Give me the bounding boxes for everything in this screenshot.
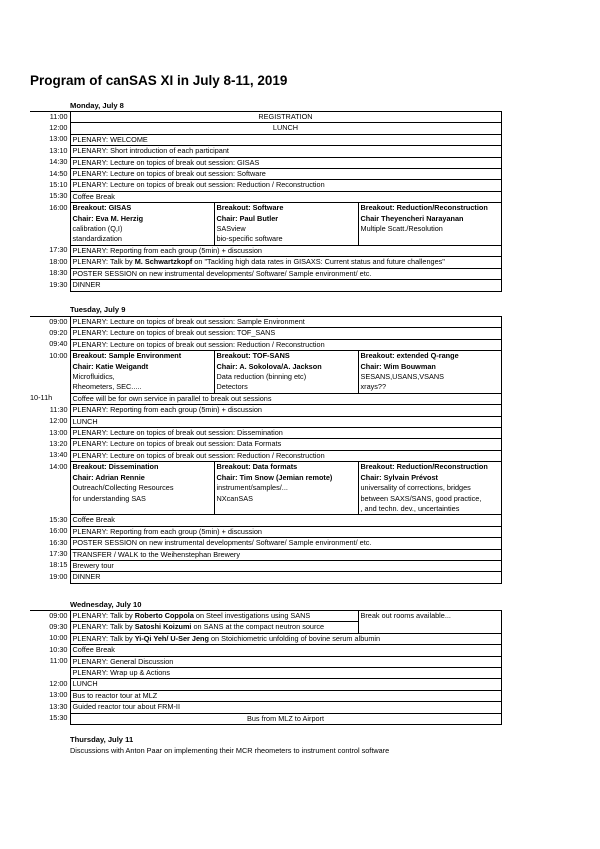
- time-cell: 15:30: [30, 515, 70, 526]
- schedule-cell: [358, 622, 501, 633]
- table-row: [30, 439, 501, 450]
- time-cell: [30, 494, 70, 504]
- schedule-cell: Microfluidics,: [70, 372, 214, 382]
- time-cell: [30, 382, 70, 393]
- time-cell: 12:00: [30, 679, 70, 690]
- time-cell: 13:20: [30, 439, 70, 450]
- schedule-cell: PLENARY: Talk by Yi-Qi Yeh/ U-Ser Jeng on Stoichiometric unfolding of bovine serum albumin: [70, 633, 501, 644]
- breakout-row: [30, 494, 501, 504]
- table-row: [30, 668, 501, 679]
- table-row: [30, 526, 501, 537]
- breakout-row: [30, 504, 501, 515]
- table-row: [30, 123, 501, 134]
- schedule-cell: SASview: [214, 224, 358, 234]
- schedule-cell: Bus to reactor tour at MLZ: [70, 690, 501, 701]
- time-cell: 13:30: [30, 702, 70, 713]
- schedule-cell: LUNCH: [70, 679, 501, 690]
- table-row: [30, 450, 501, 461]
- table-row: [30, 180, 501, 191]
- table-row: [30, 416, 501, 427]
- wednesday-schedule: [30, 610, 502, 725]
- schedule-cell: bio-specific software: [214, 234, 358, 245]
- schedule-cell: REGISTRATION: [70, 112, 501, 123]
- breakout-row: [30, 203, 501, 214]
- time-cell: 13:10: [30, 146, 70, 157]
- schedule-cell: Data reduction (binning etc): [214, 372, 358, 382]
- schedule-cell: Chair: Paul Butler: [214, 214, 358, 224]
- schedule-cell: Breakout: Dissemination: [70, 462, 214, 473]
- schedule-cell: Breakout: Data formats: [214, 462, 358, 473]
- time-cell: 14:50: [30, 169, 70, 180]
- time-cell: [30, 668, 70, 679]
- wednesday-heading: Wednesday, July 10: [70, 600, 142, 609]
- schedule-cell: POSTER SESSION on new instrumental developments/ Software/ Sample environment/ etc.: [70, 268, 501, 279]
- schedule-cell: for understanding SAS: [70, 494, 214, 504]
- time-cell: 12:00: [30, 123, 70, 134]
- tuesday-heading: Tuesday, July 9: [70, 305, 126, 314]
- speaker-name: M. Schwartzkopf: [134, 257, 193, 267]
- table-row: [30, 112, 501, 123]
- time-cell: 11:00: [30, 112, 70, 123]
- schedule-cell: xrays??: [358, 382, 501, 393]
- time-cell: 10:00: [30, 633, 70, 644]
- time-cell: 18:30: [30, 268, 70, 279]
- time-cell: [30, 214, 70, 224]
- schedule-cell: PLENARY: Reporting from each group (5min) + discussion: [70, 405, 501, 416]
- schedule-cell: Chair: Wim Bouwman: [358, 362, 501, 372]
- table-row: [30, 560, 501, 571]
- schedule-cell: PLENARY: Lecture on topics of break out session: Data Formats: [70, 439, 501, 450]
- schedule-cell: Breakout: Reduction/Reconstruction: [358, 203, 501, 214]
- time-cell: [30, 234, 70, 245]
- schedule-cell: Rheometers, SEC.....: [70, 382, 214, 393]
- time-cell: [30, 362, 70, 372]
- breakout-row: [30, 214, 501, 224]
- time-cell: 11:30: [30, 405, 70, 416]
- schedule-cell: [214, 504, 358, 515]
- time-cell: 10:00: [30, 351, 70, 362]
- time-cell: [30, 473, 70, 483]
- schedule-cell: between SAXS/SANS, good practice,: [358, 494, 501, 504]
- schedule-cell: PLENARY: Lecture on topics of break out session: Software: [70, 169, 501, 180]
- schedule-cell: PLENARY: Reporting from each group (5min) + discussion: [70, 526, 501, 537]
- time-cell: 18:00: [30, 257, 70, 268]
- schedule-cell: Coffee Break: [70, 515, 501, 526]
- table-row: [30, 679, 501, 690]
- time-cell: [30, 372, 70, 382]
- table-row: [30, 611, 501, 622]
- schedule-cell: Chair: Sylvain Prévost: [358, 473, 501, 483]
- schedule-cell: [358, 234, 501, 245]
- table-row: [30, 169, 501, 180]
- time-cell: 09:30: [30, 622, 70, 633]
- monday-schedule: [30, 111, 502, 292]
- table-row: [30, 633, 501, 644]
- time-cell: 18:15: [30, 560, 70, 571]
- time-cell: 15:10: [30, 180, 70, 191]
- table-row: [30, 405, 501, 416]
- schedule-cell: Breakout: Reduction/Reconstruction: [358, 462, 501, 473]
- schedule-cell: Breakout: GISAS: [70, 203, 214, 214]
- time-cell: 10:30: [30, 645, 70, 656]
- time-cell: 13:00: [30, 690, 70, 701]
- table-row: [30, 146, 501, 157]
- time-cell: 09:40: [30, 339, 70, 350]
- time-cell: 14:30: [30, 157, 70, 168]
- time-cell: [30, 504, 70, 515]
- table-row: [30, 690, 501, 701]
- speaker-name: Roberto Coppola: [134, 611, 194, 620]
- time-cell: 13:40: [30, 450, 70, 461]
- time-cell: 15:30: [30, 713, 70, 724]
- time-cell: 10-11h: [30, 393, 70, 404]
- page-title: Program of canSAS XI in July 8-11, 2019: [30, 73, 288, 88]
- breakout-row: [30, 234, 501, 245]
- schedule-cell: Chair: Eva M. Herzig: [70, 214, 214, 224]
- table-row: [30, 549, 501, 560]
- table-row: [30, 656, 501, 667]
- schedule-cell: POSTER SESSION on new instrumental developments/ Software/ Sample environment/ etc.: [70, 538, 501, 549]
- schedule-cell: Chair: A. Sokolova/A. Jackson: [214, 362, 358, 372]
- schedule-cell: DINNER: [70, 572, 501, 583]
- schedule-cell: PLENARY: Lecture on topics of break out session: TOF_SANS: [70, 328, 501, 339]
- schedule-cell: LUNCH: [70, 416, 501, 427]
- table-row: [30, 538, 501, 549]
- table-row: [30, 245, 501, 256]
- time-cell: 13:00: [30, 134, 70, 145]
- table-row: [30, 280, 501, 291]
- time-cell: 15:30: [30, 191, 70, 202]
- monday-heading: Monday, July 8: [70, 101, 124, 110]
- time-cell: 09:00: [30, 317, 70, 328]
- table-row: [30, 257, 501, 268]
- schedule-cell: PLENARY: Talk by Satoshi Koizumi on SANS at the compact neutron source: [70, 622, 358, 633]
- breakout-row: [30, 224, 501, 234]
- schedule-cell: instrument/samples/...: [214, 483, 358, 493]
- time-cell: 16:00: [30, 203, 70, 214]
- speaker-name: Satoshi Koizumi: [134, 622, 192, 632]
- schedule-cell: universality of corrections, bridges: [358, 483, 501, 493]
- schedule-cell: Chair: Tim Snow (Jemian remote): [214, 473, 358, 483]
- schedule-cell: PLENARY: Lecture on topics of break out session: Reduction / Reconstruction: [70, 339, 501, 350]
- schedule-cell: Breakout: TOF-SANS: [214, 351, 358, 362]
- schedule-cell: SESANS,USANS,VSANS: [358, 372, 501, 382]
- schedule-cell: PLENARY: Wrap up & Actions: [70, 668, 501, 679]
- table-row: [30, 134, 501, 145]
- breakout-row: [30, 372, 501, 382]
- speaker-name: Yi-Qi Yeh/ U-Ser Jeng: [134, 633, 209, 643]
- schedule-cell: Detectors: [214, 382, 358, 393]
- time-cell: 14:00: [30, 462, 70, 473]
- schedule-cell: TRANSFER / WALK to the Weihenstephan Brewery: [70, 549, 501, 560]
- table-row: [30, 393, 501, 404]
- time-cell: [30, 224, 70, 234]
- schedule-cell: Outreach/Collecting Resources: [70, 483, 214, 493]
- time-cell: 19:30: [30, 280, 70, 291]
- table-row: [30, 622, 501, 633]
- breakout-row: [30, 462, 501, 473]
- schedule-cell: PLENARY: Talk by Roberto Coppola on Steel investigations using SANS: [70, 611, 358, 622]
- breakout-row: [30, 382, 501, 393]
- time-cell: 11:00: [30, 656, 70, 667]
- time-cell: 16:00: [30, 526, 70, 537]
- schedule-cell: Coffee Break: [70, 191, 501, 202]
- time-cell: 13:00: [30, 428, 70, 439]
- schedule-cell: [70, 504, 214, 515]
- schedule-cell: Coffee will be for own service in parallel to break out sessions: [70, 393, 501, 404]
- table-row: [30, 157, 501, 168]
- schedule-cell: PLENARY: Lecture on topics of break out session: GISAS: [70, 157, 501, 168]
- schedule-cell: Guided reactor tour about FRM-II: [70, 702, 501, 713]
- schedule-cell: Brewery tour: [70, 560, 501, 571]
- time-cell: 17:30: [30, 549, 70, 560]
- table-row: [30, 328, 501, 339]
- table-row: [30, 702, 501, 713]
- schedule-cell: NXcanSAS: [214, 494, 358, 504]
- schedule-cell: DINNER: [70, 280, 501, 291]
- table-row: [30, 339, 501, 350]
- schedule-cell: PLENARY: WELCOME: [70, 134, 501, 145]
- schedule-cell: calibration (Q,I): [70, 224, 214, 234]
- time-cell: 16:30: [30, 538, 70, 549]
- time-cell: 17:30: [30, 245, 70, 256]
- schedule-cell: Breakout: Sample Environment: [70, 351, 214, 362]
- schedule-cell: PLENARY: Lecture on topics of break out session: Sample Environment: [70, 317, 501, 328]
- time-cell: 19:00: [30, 572, 70, 583]
- schedule-cell: PLENARY: General Discussion: [70, 656, 501, 667]
- table-row: [30, 645, 501, 656]
- schedule-cell: Break out rooms available...: [358, 611, 501, 622]
- table-row: [30, 268, 501, 279]
- breakout-row: [30, 351, 501, 362]
- table-row: [30, 191, 501, 202]
- schedule-cell: PLENARY: Short introduction of each participant: [70, 146, 501, 157]
- schedule-cell: PLENARY: Lecture on topics of break out session: Reduction / Reconstruction: [70, 180, 501, 191]
- breakout-row: [30, 362, 501, 372]
- schedule-cell: PLENARY: Lecture on topics of break out session: Reduction / Reconstruction: [70, 450, 501, 461]
- schedule-cell: Chair: Katie Weigandt: [70, 362, 214, 372]
- schedule-cell: Breakout: extended Q-range: [358, 351, 501, 362]
- time-cell: 09:00: [30, 611, 70, 622]
- breakout-row: [30, 473, 501, 483]
- schedule-cell: Chair: Adrian Rennie: [70, 473, 214, 483]
- schedule-cell: PLENARY: Talk by M. Schwartzkopf on "Tackling high data rates in GISAXS: Current status and future challenges": [70, 257, 501, 268]
- schedule-cell: Bus from MLZ to Airport: [70, 713, 501, 724]
- breakout-row: [30, 483, 501, 493]
- time-cell: 09:20: [30, 328, 70, 339]
- table-row: [30, 317, 501, 328]
- time-cell: [30, 483, 70, 493]
- schedule-cell: Breakout: Software: [214, 203, 358, 214]
- table-row: [30, 572, 501, 583]
- schedule-cell: PLENARY: Reporting from each group (5min) + discussion: [70, 245, 501, 256]
- schedule-cell: PLENARY: Lecture on topics of break out session: Dissemination: [70, 428, 501, 439]
- schedule-cell: Multiple Scatt./Resolution: [358, 224, 501, 234]
- schedule-cell: , and techn. dev., uncertainties: [358, 504, 501, 515]
- schedule-cell: standardization: [70, 234, 214, 245]
- thursday-text: Discussions with Anton Paar on implementing their MCR rheometers to instrument control software: [70, 746, 390, 755]
- tuesday-schedule: [30, 316, 502, 584]
- table-row: [30, 428, 501, 439]
- schedule-cell: Coffee Break: [70, 645, 501, 656]
- schedule-cell: Chair Theyencheri Narayanan: [358, 214, 501, 224]
- table-row: [30, 515, 501, 526]
- table-row: [30, 713, 501, 724]
- schedule-cell: LUNCH: [70, 123, 501, 134]
- thursday-heading: Thursday, July 11: [70, 735, 134, 744]
- time-cell: 12:00: [30, 416, 70, 427]
